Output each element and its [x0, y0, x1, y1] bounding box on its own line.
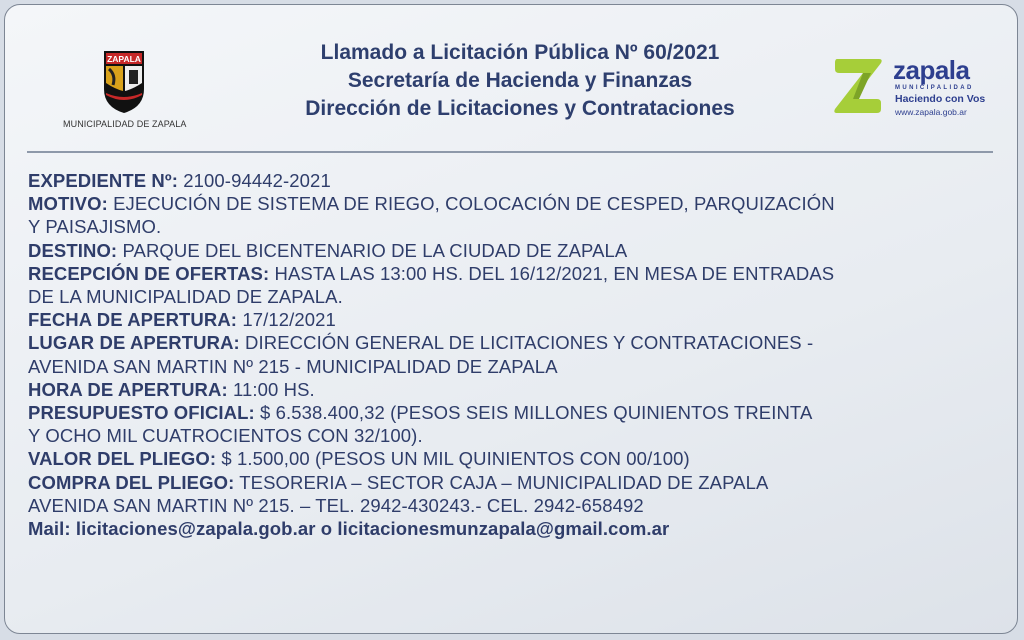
compra-value: TESORERIA – SECTOR CAJA – MUNICIPALIDAD DE ZAPALA: [234, 471, 769, 493]
compra-label: COMPRA DEL PLIEGO:: [28, 471, 235, 493]
page-title: [205, 39, 835, 123]
lugar-line: [28, 331, 1003, 354]
destino-value: PARQUE DEL BICENTENARIO DE LA CIUDAD DE ZAPALA: [117, 239, 628, 261]
destino-line: [28, 239, 1003, 262]
hora-line: [28, 378, 1003, 401]
zapala-brand-logo: [831, 57, 1001, 121]
fecha-line: [28, 308, 1003, 331]
recepcion-label: RECEPCIÓN DE OFERTAS:: [28, 262, 270, 284]
brand-muni: MUNICIPALIDAD: [895, 85, 974, 91]
compra-line: [28, 471, 1003, 494]
brand-name: zapala: [893, 55, 970, 85]
recepcion-line-2: DE LA MUNICIPALIDAD DE ZAPALA.: [28, 286, 343, 308]
lugar-label: LUGAR DE APERTURA:: [28, 332, 240, 354]
tender-details: [28, 169, 1003, 540]
hora-value: 11:00 HS.: [227, 378, 315, 400]
municipality-caption: MUNICIPALIDAD DE ZAPALA: [63, 119, 187, 129]
hora-label: HORA DE APERTURA:: [28, 378, 228, 400]
svg-text:ZAPALA: ZAPALA: [107, 54, 141, 64]
header-divider: [27, 151, 993, 153]
lugar-line-2: AVENIDA SAN MARTIN Nº 215 - MUNICIPALIDAD DE ZAPALA: [28, 355, 558, 377]
z-logo-icon: [831, 57, 885, 115]
motivo-line-2: Y PAISAJISMO.: [28, 216, 162, 238]
valor-line: [28, 447, 1003, 470]
expediente-line: [28, 169, 1003, 192]
fecha-label: FECHA DE APERTURA:: [28, 309, 238, 331]
presupuesto-value: $ 6.538.400,32 (PESOS SEIS MILLONES QUINIENTOS TREINTA: [254, 402, 813, 424]
destino-label: DESTINO:: [28, 239, 118, 261]
brand-website: www.zapala.gob.ar: [895, 107, 967, 117]
motivo-value: EJECUCIÓN DE SISTEMA DE RIEGO, COLOCACIÓN DE CESPED, PARQUIZACIÓN: [107, 193, 835, 215]
recepcion-value: HASTA LAS 13:00 HS. DEL 16/12/2021, EN MESA DE ENTRADAS: [269, 262, 835, 284]
presupuesto-line: [28, 401, 1003, 424]
notice-card: [4, 4, 1018, 634]
motivo-line: [28, 192, 1003, 215]
mail-line: Mail: licitaciones@zapala.gob.ar o licitacionesmunzapala@gmail.com.ar: [28, 518, 670, 540]
motivo-label: MOTIVO:: [28, 193, 108, 215]
expediente-value: 2100-94442-2021: [178, 170, 331, 191]
expediente-label: EXPEDIENTE Nº:: [28, 170, 179, 191]
presupuesto-label: PRESUPUESTO OFICIAL:: [28, 402, 255, 424]
title-line-2: Secretaría de Hacienda y Finanzas: [347, 69, 693, 92]
title-line-3: Dirección de Licitaciones y Contrataciones: [305, 97, 735, 120]
presupuesto-line-2: Y OCHO MIL CUATROCIENTOS CON 32/100).: [28, 425, 423, 447]
recepcion-line: [28, 262, 1003, 285]
valor-label: VALOR DEL PLIEGO:: [28, 448, 217, 470]
title-line-1: Llamado a Licitación Pública Nº 60/2021: [320, 41, 720, 64]
compra-line-2: AVENIDA SAN MARTIN Nº 215. – TEL. 2942-430243.- CEL. 2942-658492: [28, 494, 644, 516]
fecha-value: 17/12/2021: [237, 309, 336, 331]
brand-slogan: Haciendo con Vos: [895, 93, 986, 105]
lugar-value: DIRECCIÓN GENERAL DE LICITACIONES Y CONTRATACIONES -: [239, 332, 814, 354]
municipal-shield-logo: [63, 49, 185, 129]
valor-value: $ 1.500,00 (PESOS UN MIL QUINIENTOS CON 00/100): [216, 448, 690, 470]
coat-of-arms-icon: [101, 49, 147, 115]
